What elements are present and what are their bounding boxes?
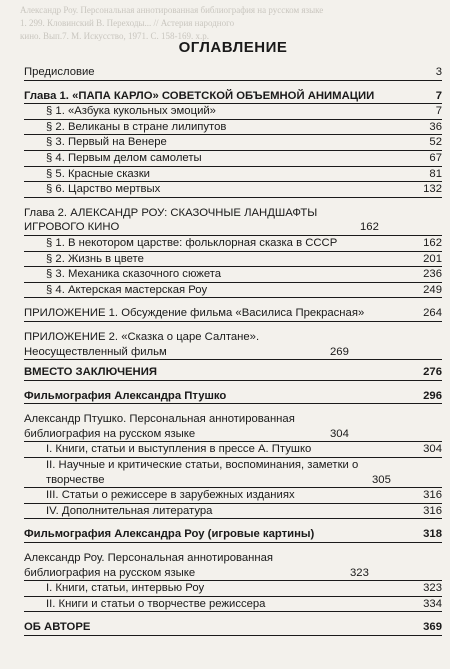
- toc-entry: [24, 458, 442, 488]
- toc-entry: [24, 306, 442, 322]
- toc-entry: [24, 488, 442, 504]
- toc-entry: [24, 551, 442, 581]
- toc-entry-title: § 6. Царство мертвых: [46, 183, 161, 196]
- toc-entry: [24, 206, 442, 236]
- toc-entry-page: 67: [429, 151, 442, 164]
- toc-entry: [24, 151, 442, 167]
- bleed-line: Александр Роу. Персональная аннотированная библиография на русском языке: [20, 5, 324, 15]
- toc-entry-page: 3: [435, 66, 442, 78]
- toc-entry-title: § 3. Первый на Венере: [46, 136, 167, 149]
- toc-entry-page: 269: [330, 345, 349, 358]
- toc-entry-title: § 1. В некотором царстве: фольклорная сказка в СССР: [46, 236, 338, 249]
- toc-entry: [24, 581, 442, 597]
- toc-entry-page: 369: [423, 621, 442, 634]
- toc-entry: [24, 620, 442, 636]
- toc-entry: [24, 135, 442, 151]
- toc-entry: [24, 236, 442, 252]
- toc-entry: [24, 182, 442, 198]
- toc-entry: [24, 365, 442, 381]
- toc-entry-title: Александр Птушко. Персональная аннотированная библиография на русском языке: [24, 413, 295, 440]
- toc-entry-page: 323: [350, 566, 369, 579]
- toc-entry-page: 162: [360, 221, 379, 234]
- toc-entry-page: 81: [429, 167, 442, 180]
- toc-entry: [24, 330, 442, 360]
- toc-entry: [24, 120, 442, 136]
- toc-entry: [24, 252, 442, 268]
- toc-entry-title: Предисловие: [24, 66, 95, 78]
- toc-entry-title: IV. Дополнительная литература: [46, 504, 213, 517]
- toc-entry-page: 276: [423, 366, 442, 379]
- toc-entry-title: § 4. Первым делом самолеты: [46, 151, 202, 164]
- toc-entry-page: 304: [423, 443, 442, 456]
- toc-entry: [24, 104, 442, 120]
- toc-entry-title: Глава 2. АЛЕКСАНДР РОУ: СКАЗОЧНЫЕ ЛАНДШАФТЫ ИГРОВОГО КИНО: [24, 206, 318, 234]
- toc-entry-title: ПРИЛОЖЕНИЕ 1. Обсуждение фильма «Василиса Прекрасная»: [24, 307, 365, 320]
- bleed-line: кино. Вып.7. М. Искусство, 1971. С. 158-169. х.р.: [20, 31, 209, 41]
- toc-entry-title: ОБ АВТОРЕ: [24, 621, 91, 634]
- toc-entry-title: § 4. Актерская мастерская Роу: [46, 283, 208, 296]
- toc-entry-title: Глава 1. «ПАПА КАРЛО» СОВЕТСКОЙ ОБЪЕМНОЙ АНИМАЦИИ: [24, 89, 375, 102]
- toc-entry-title: III. Статьи о режиссере в зарубежных изданиях: [46, 489, 295, 502]
- toc-entry-title: § 3. Механика сказочного сюжета: [46, 268, 222, 281]
- toc-entry-title: Фильмография Александра Роу (игровые картины): [24, 528, 315, 541]
- toc-entry-page: 201: [423, 252, 442, 265]
- toc-entry: [24, 283, 442, 299]
- toc-entry: [24, 527, 442, 543]
- toc-entry-page: 236: [423, 268, 442, 281]
- toc-entry-title: I. Книги, статьи и выступления в прессе А. Птушко: [46, 443, 312, 456]
- toc-entry-title: II. Научные и критические статьи, воспоминания, заметки о творчестве: [46, 459, 359, 486]
- toc-entry-page: 316: [423, 489, 442, 502]
- toc-entry: [24, 504, 442, 520]
- toc-entry: [24, 597, 442, 613]
- table-of-contents: [24, 36, 442, 636]
- toc-entry-page: 249: [423, 283, 442, 296]
- toc-entry-page: 334: [423, 597, 442, 610]
- toc-entry: [24, 412, 442, 442]
- toc-entry: [24, 65, 442, 81]
- toc-entry-page: 132: [423, 183, 442, 196]
- toc-entry-title: Фильмография Александра Птушко: [24, 389, 227, 402]
- toc-entry: [24, 167, 442, 183]
- toc-entry-title: ВМЕСТО ЗАКЛЮЧЕНИЯ: [24, 366, 157, 379]
- bleed-line: 1. 299. Кловинский В. Переходы... // Астерия народного: [20, 18, 235, 28]
- toc-entry: [24, 442, 442, 458]
- toc-entry-title: II. Книги и статьи о творчестве режиссера: [46, 597, 266, 610]
- toc-entry-page: 264: [423, 307, 442, 320]
- toc-entry: [24, 389, 442, 405]
- page-title: ОГЛАВЛЕНИЕ: [178, 39, 288, 56]
- toc-entry-title: § 2. Жизнь в цвете: [46, 252, 144, 265]
- toc-entry-page: 318: [423, 528, 442, 541]
- toc-entry-page: 296: [423, 389, 442, 402]
- toc-entry-page: 7: [435, 89, 442, 102]
- toc-entry-title: I. Книги, статьи, интервью Роу: [46, 582, 205, 595]
- toc-entry-title: Александр Роу. Персональная аннотированная библиография на русском языке: [24, 552, 274, 579]
- toc-entry-title: § 1. «Азбука кукольных эмоций»: [46, 105, 216, 118]
- toc-entry-page: 162: [423, 236, 442, 249]
- toc-entry-page: 305: [372, 473, 391, 486]
- toc-entry-title: § 5. Красные сказки: [46, 167, 150, 180]
- toc-entry: [24, 267, 442, 283]
- toc-entry-title: ПРИЛОЖЕНИЕ 2. «Сказка о царе Салтане». Неосуществленный фильм: [24, 330, 260, 358]
- toc-entry: [24, 89, 442, 105]
- toc-entry-page: 7: [435, 105, 442, 118]
- toc-entry-page: 36: [429, 120, 442, 133]
- toc-entry-page: 316: [423, 504, 442, 517]
- toc-entry-title: § 2. Великаны в стране лилипутов: [46, 120, 227, 133]
- toc-entry-page: 52: [429, 136, 442, 149]
- toc-entry-page: 323: [423, 582, 442, 595]
- toc-entry-page: 304: [330, 427, 349, 440]
